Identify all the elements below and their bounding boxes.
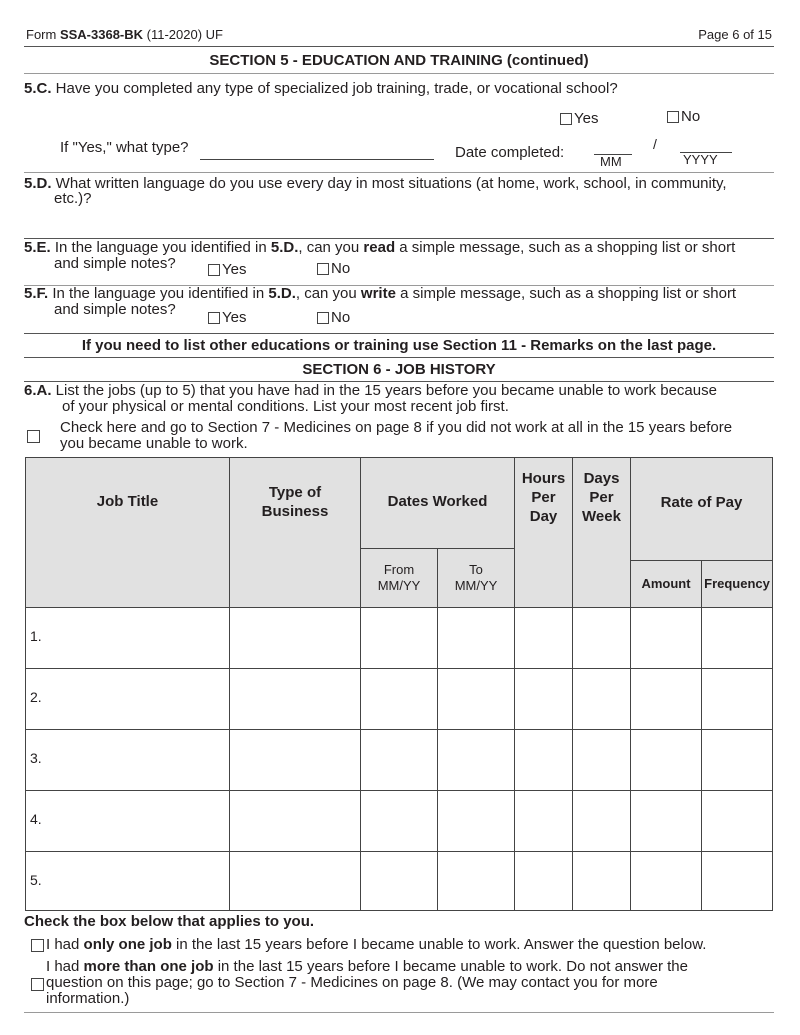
row-4-days-input[interactable] xyxy=(572,790,631,852)
option-text: in the last 15 years before I became unable to work. Do not answer the xyxy=(213,958,688,975)
row-5-frequency-input[interactable] xyxy=(701,851,773,911)
question-text: In the language you identified in xyxy=(50,239,271,256)
row-3-from-input[interactable] xyxy=(360,729,438,791)
q5c-no-checkbox[interactable] xyxy=(667,111,679,123)
row-3-amount-input[interactable] xyxy=(630,729,702,791)
q5c-yes-checkbox[interactable] xyxy=(560,113,572,125)
question-label: 5.D. xyxy=(24,175,52,192)
question-verb: read xyxy=(363,239,396,256)
row-3-days-input[interactable] xyxy=(572,729,631,791)
header-rate-of-pay xyxy=(630,457,773,561)
header-label: Per xyxy=(589,489,614,506)
row-2-days-input[interactable] xyxy=(572,668,631,730)
row-1-to-input[interactable] xyxy=(437,607,515,669)
question-5e xyxy=(24,240,784,256)
header-label-group xyxy=(522,469,565,526)
form-revision: (11-2020) UF xyxy=(143,27,224,42)
row-1-job-title-input[interactable] xyxy=(25,607,230,669)
divider xyxy=(24,46,774,47)
more-than-one-job-text xyxy=(46,959,688,975)
header-job-title xyxy=(25,457,230,608)
question-text: What written language do you use every day in most situations (at home, work, school, in community, xyxy=(51,175,727,192)
row-3-hours-input[interactable] xyxy=(514,729,573,791)
row-2-from-input[interactable] xyxy=(360,668,438,730)
row-3-to-input[interactable] xyxy=(437,729,515,791)
q5c-date-label: Date completed: xyxy=(455,144,565,161)
row-5-amount-input[interactable] xyxy=(630,851,702,911)
date-separator: / xyxy=(653,136,657,152)
form-id xyxy=(26,27,223,43)
q5e-yes-checkbox[interactable] xyxy=(208,264,220,276)
row-3-frequency-input[interactable] xyxy=(701,729,773,791)
row-4-amount-input[interactable] xyxy=(630,790,702,852)
row-5-hours-input[interactable] xyxy=(514,851,573,911)
page-number: Page 6 of 15 xyxy=(698,27,772,42)
q5e-no-label: No xyxy=(331,260,351,277)
row-2-type-of-business-input[interactable] xyxy=(229,668,361,730)
row-1-from-input[interactable] xyxy=(360,607,438,669)
only-one-job-text xyxy=(46,937,706,953)
row-4-to-input[interactable] xyxy=(437,790,515,852)
divider xyxy=(24,357,774,358)
row-number: 5. xyxy=(30,872,42,888)
row-5-type-of-business-input[interactable] xyxy=(229,851,361,911)
no-work-text: Check here and go to Section 7 - Medicines on page 8 if you did not work at all in the 15 years before xyxy=(60,419,733,436)
header-label: Week xyxy=(582,508,621,525)
question-label: 5.C. xyxy=(24,80,52,97)
divider xyxy=(24,172,774,173)
question-5d-cont: etc.)? xyxy=(54,190,92,207)
row-number: 4. xyxy=(30,811,42,827)
q5d-language-input[interactable] xyxy=(60,210,760,236)
question-label: 5.E. xyxy=(24,239,51,256)
q5c-type-input[interactable] xyxy=(200,141,434,160)
section-6-title: SECTION 6 - JOB HISTORY xyxy=(302,361,496,378)
row-5-job-title-input[interactable] xyxy=(25,851,230,911)
header-label: Type of xyxy=(268,483,322,501)
question-text: List the jobs (up to 5) that you have had in the 15 years before you became unable to work because xyxy=(51,382,717,399)
job-history-table xyxy=(25,457,773,910)
no-work-text-cont: you became unable to work. xyxy=(60,435,248,452)
section-5-title: SECTION 5 - EDUCATION AND TRAINING (continued) xyxy=(209,52,589,69)
row-5-from-input[interactable] xyxy=(360,851,438,911)
header-label: MM/YY xyxy=(454,578,498,593)
form-number: SSA-3368-BK xyxy=(59,27,144,42)
q5e-no-checkbox[interactable] xyxy=(317,263,329,275)
header-label: MM/YY xyxy=(377,578,421,593)
header-label: Rate of Pay xyxy=(660,493,743,511)
row-2-job-title-input[interactable] xyxy=(25,668,230,730)
more-than-one-job-text-line2: question on this page; go to Section 7 - Medicines on page 8. (We may contact you for more xyxy=(46,974,658,991)
question-ref: 5.D. xyxy=(270,239,299,256)
row-2-to-input[interactable] xyxy=(437,668,515,730)
question-text: , can you xyxy=(295,285,361,302)
question-text: In the language you identified in xyxy=(48,285,269,302)
question-5e-cont: and simple notes? xyxy=(54,255,176,272)
question-text: a simple message, such as a shopping list or short xyxy=(395,239,736,256)
question-5f-cont: and simple notes? xyxy=(54,301,176,318)
row-number: 1. xyxy=(30,628,42,644)
header-label: Day xyxy=(529,508,558,525)
row-4-from-input[interactable] xyxy=(360,790,438,852)
q5f-no-label: No xyxy=(331,309,351,326)
question-5c xyxy=(24,81,618,97)
q5c-type-label: If "Yes," what type? xyxy=(60,139,189,156)
divider xyxy=(24,1012,774,1013)
header-label: Amount xyxy=(641,576,691,591)
question-verb: write xyxy=(360,285,396,302)
header-label: Frequency xyxy=(704,576,770,591)
header-from xyxy=(360,548,438,608)
row-1-hours-input[interactable] xyxy=(514,607,573,669)
header-to xyxy=(437,548,515,608)
header-days-per-week xyxy=(572,457,631,608)
row-5-to-input[interactable] xyxy=(437,851,515,911)
row-4-job-title-input[interactable] xyxy=(25,790,230,852)
row-1-days-input[interactable] xyxy=(572,607,631,669)
header-label: Per xyxy=(531,489,556,506)
q5c-month-hint: MM xyxy=(600,154,622,169)
header-dates-worked xyxy=(360,457,515,549)
header-amount xyxy=(630,560,702,608)
option-text: I had xyxy=(46,936,84,953)
header-label-group xyxy=(378,562,421,594)
option-emphasis: only one job xyxy=(83,936,172,953)
row-2-amount-input[interactable] xyxy=(630,668,702,730)
header-label: Hours xyxy=(521,470,566,487)
header-frequency xyxy=(701,560,773,608)
row-2-hours-input[interactable] xyxy=(514,668,573,730)
row-4-type-of-business-input[interactable] xyxy=(229,790,361,852)
header-label: From xyxy=(383,562,415,577)
row-4-hours-input[interactable] xyxy=(514,790,573,852)
row-2-frequency-input[interactable] xyxy=(701,668,773,730)
header-hours-per-day xyxy=(514,457,573,608)
header-label-group xyxy=(455,562,498,594)
section-5-note: If you need to list other educations or training use Section 11 - Remarks on the last page. xyxy=(81,337,717,354)
q5f-no-checkbox[interactable] xyxy=(317,312,329,324)
question-text: a simple message, such as a shopping list or short xyxy=(395,285,737,302)
row-number: 3. xyxy=(30,750,42,766)
question-5d xyxy=(24,176,774,192)
question-label: 5.F. xyxy=(24,285,49,302)
option-text: in the last 15 years before I became unable to work. Answer the question below. xyxy=(171,936,707,953)
header-label: To xyxy=(469,562,483,577)
q5f-yes-label: Yes xyxy=(222,309,247,326)
question-6a xyxy=(24,383,717,399)
row-number: 2. xyxy=(30,689,42,705)
q5c-yes-label: Yes xyxy=(574,110,599,127)
q5c-year-hint: YYYY xyxy=(683,152,718,167)
header-label: Job Title xyxy=(96,493,159,510)
q5e-yes-label: Yes xyxy=(222,261,247,278)
no-work-checkbox[interactable] xyxy=(27,430,40,443)
applies-heading: Check the box below that applies to you. xyxy=(24,913,315,930)
question-6a-cont: of your physical or mental conditions. List your most recent job first. xyxy=(62,398,509,415)
question-ref: 5.D. xyxy=(268,285,296,302)
row-1-frequency-input[interactable] xyxy=(701,607,773,669)
only-one-job-checkbox[interactable] xyxy=(31,939,44,952)
row-4-frequency-input[interactable] xyxy=(701,790,773,852)
q5c-no-label: No xyxy=(681,108,701,125)
header-type-of-business xyxy=(229,457,361,608)
question-label: 6.A. xyxy=(24,382,52,399)
row-1-amount-input[interactable] xyxy=(630,607,702,669)
row-5-days-input[interactable] xyxy=(572,851,631,911)
divider xyxy=(24,333,774,334)
q5f-yes-checkbox[interactable] xyxy=(208,312,220,324)
header-label-group xyxy=(582,469,621,526)
question-5f xyxy=(24,286,784,302)
question-text: Have you completed any type of specialized job training, trade, or vocational school? xyxy=(51,80,618,97)
option-text: I had xyxy=(46,958,84,975)
more-than-one-job-checkbox[interactable] xyxy=(31,978,44,991)
header-label: Days xyxy=(583,470,620,487)
row-1-type-of-business-input[interactable] xyxy=(229,607,361,669)
option-emphasis: more than one job xyxy=(83,958,214,975)
row-3-job-title-input[interactable] xyxy=(25,729,230,791)
row-3-type-of-business-input[interactable] xyxy=(229,729,361,791)
header-label: Business xyxy=(261,502,329,520)
form-prefix: Form xyxy=(26,27,60,42)
more-than-one-job-text-line3: information.) xyxy=(46,990,130,1007)
divider xyxy=(24,73,774,74)
header-label-group xyxy=(262,483,329,521)
question-text: , can you xyxy=(298,239,364,256)
header-label: Dates Worked xyxy=(387,492,488,510)
